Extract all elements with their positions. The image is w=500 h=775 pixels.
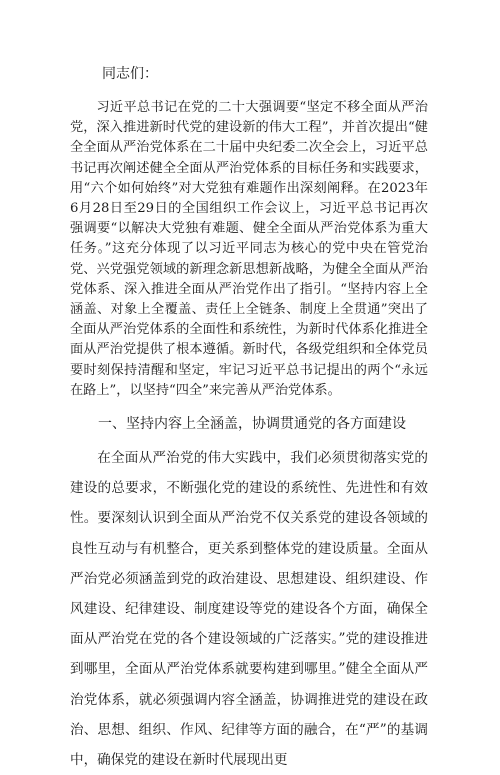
section-heading: 一、坚持内容上全涵盖，协调贯通党的各方面建设 <box>98 416 406 433</box>
section-paragraph: 在全面从严治党的伟大实践中，我们必须贯彻落实党的建设的总要求，不断强化党的建设的系统性、先进性和有效性。要深刻认识到全面从严治党不仅关系党的建设各领域的良性互动与有机整合，更关系到整体党的建设质量。全面从严治党必须涵盖到党的政治建设、思想建设、组织建设、作风建设、纪律建设、制度建设等党的建设各个方面，确保全面从严治党在党的各个建设领域的广泛落实。”党的建设推进到哪里，全面从严治党体系就要构建到哪里。”健全全面从严治党体系，就必须强调内容全涵盖，协调推进党的建设在政治、思想、组织、作风、纪律等方面的融合，在“严”的基调中，确保党的建设在新时代展现出更 <box>70 450 428 769</box>
salutation: 同志们： <box>102 66 158 82</box>
intro-paragraph: 习近平总书记在党的二十大强调要“坚定不移全面从严治党，深入推进新时代党的建设新的伟大工程”，并首次提出“健全全面从严治党体系在二十届中央纪委二次全会上，习近平总书记再次阐述健全全面从严治党体系的目标任务和实践要求，用“六个如何始终”对大党独有难题作出深刻阐释。在2023年6月28日至29日的全国组织工作会议上，习近平总书记再次强调要“以解决大党独有难题、健全全面从严治党体系为重大任务。”这充分体现了以习近平同志为核心的党中央在管党治党、兴党强党领域的新理念新思想新战略，为健全全面从严治党体系、深入推进全面从严治党作出了指引。“坚持内容上全涵盖、对象上全覆盖、责任上全链条、制度上全贯通”突出了全面从严治党体系的全面性和系统性，为新时代体系化推进全面从严治党提供了根本遵循。新时代，各级党组织和全体党员要时刻保持清醒和坚定，牢记习近平总书记提出的两个“永远在路上”，以坚持“四全”来完善从严治党体系。 <box>70 100 428 398</box>
